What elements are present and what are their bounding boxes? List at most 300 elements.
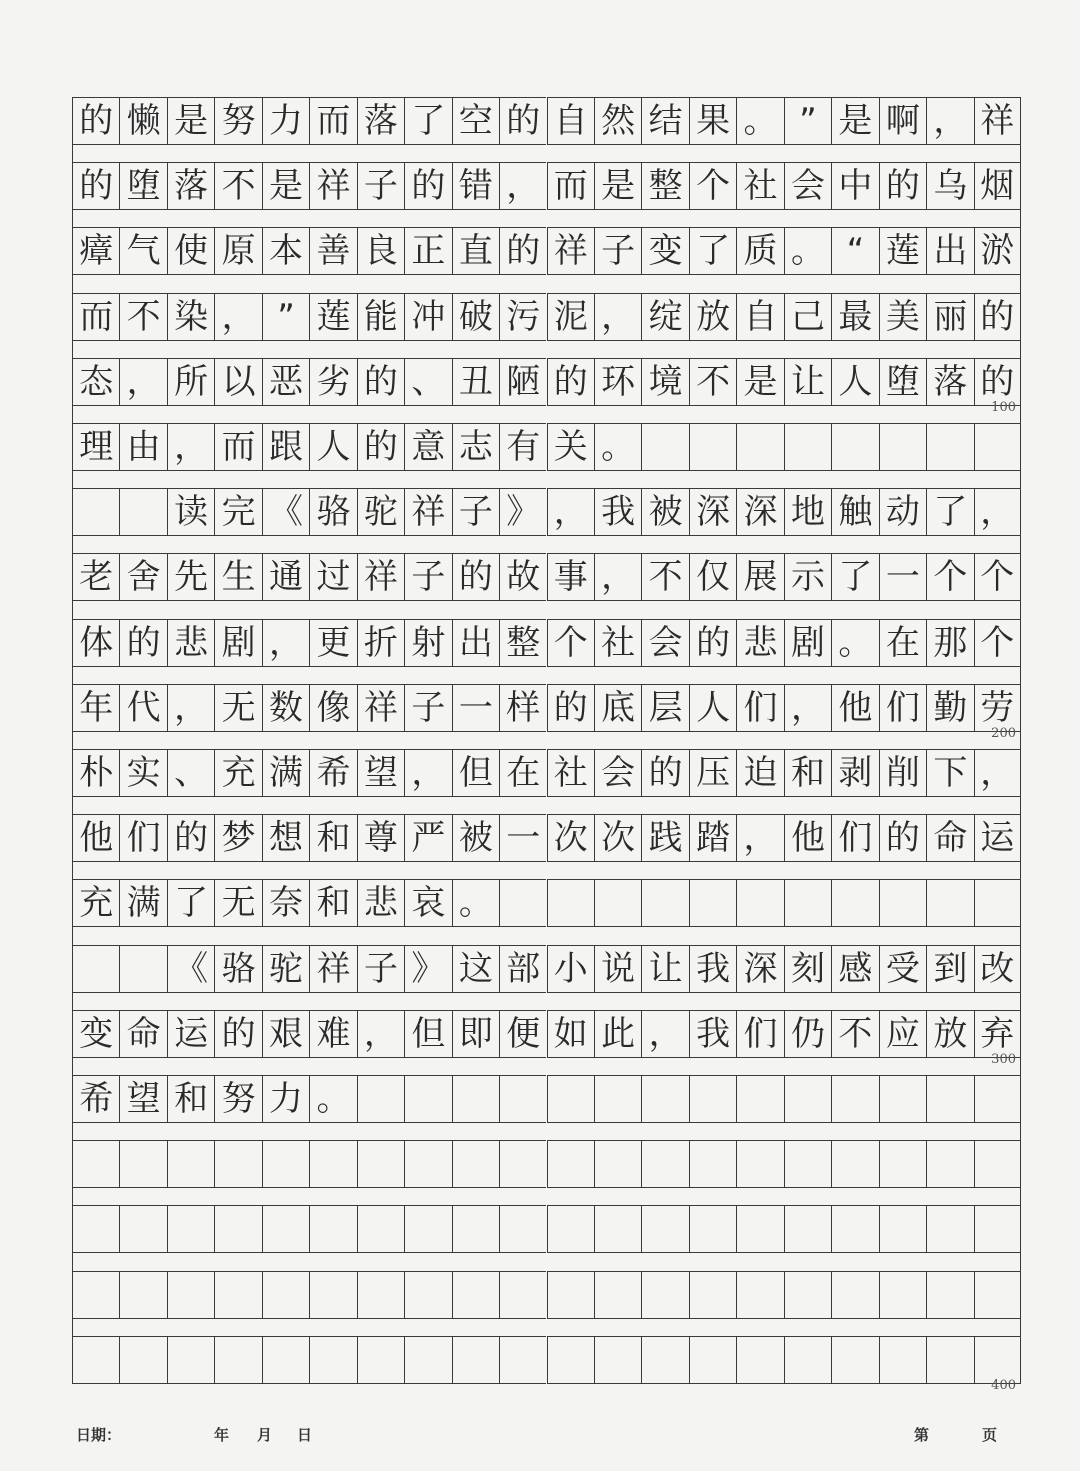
grid-cell — [357, 619, 404, 667]
grid-row — [72, 619, 1021, 667]
grid-cell — [831, 1140, 878, 1188]
handwritten-char: 善 — [316, 231, 351, 272]
handwritten-char: 破 — [458, 296, 493, 337]
grid-cell — [214, 358, 261, 406]
grid-cell — [641, 293, 688, 341]
grid-cell — [452, 1205, 499, 1253]
handwritten-char: 剧 — [221, 622, 256, 663]
row-gap — [72, 601, 1021, 618]
grid-cell — [72, 1075, 119, 1123]
grid-cell — [689, 945, 736, 993]
grid-row — [72, 749, 1021, 797]
handwritten-char: 仅 — [696, 557, 731, 598]
grid-cell — [689, 553, 736, 601]
grid-cell — [594, 814, 641, 862]
grid-cell — [547, 879, 594, 927]
grid-cell — [974, 227, 1021, 275]
handwritten-char: 希 — [79, 1079, 114, 1119]
handwritten-char: 》 — [506, 492, 541, 533]
grid-cell — [831, 488, 878, 536]
handwritten-char: 我 — [696, 948, 731, 989]
handwritten-char: ， — [126, 361, 161, 402]
handwritten-char: 此 — [601, 1013, 636, 1054]
grid-cell — [262, 162, 309, 210]
grid-cell — [167, 293, 214, 341]
handwritten-char: 自 — [553, 101, 588, 141]
handwritten-char: 的 — [885, 818, 920, 859]
grid-cell — [879, 879, 926, 927]
grid-cell — [641, 1140, 688, 1188]
grid-cell — [831, 1075, 878, 1123]
grid-cell — [72, 488, 119, 536]
grid-cell — [926, 619, 973, 667]
handwritten-char: 底 — [601, 687, 636, 728]
handwritten-char: 社 — [743, 166, 778, 207]
grid-cell — [547, 1010, 594, 1058]
grid-cell — [547, 814, 594, 862]
handwritten-char: ” — [277, 296, 295, 337]
row-gap — [72, 210, 1021, 227]
grid-cell — [926, 879, 973, 927]
grid-cell — [689, 1336, 736, 1384]
grid-cell — [262, 553, 309, 601]
handwritten-char: 弃 — [980, 1013, 1015, 1054]
grid-cell — [72, 293, 119, 341]
handwritten-char: 和 — [316, 818, 351, 859]
handwritten-char: 环 — [601, 361, 636, 402]
handwritten-char: 子 — [458, 492, 493, 533]
grid-cell — [689, 684, 736, 732]
grid-cell — [452, 814, 499, 862]
grid-cell — [499, 1010, 546, 1058]
handwritten-char: 悲 — [743, 622, 778, 663]
grid-cell — [119, 1010, 166, 1058]
handwritten-char: 过 — [316, 557, 351, 598]
grid-cell — [831, 423, 878, 471]
grid-cell — [594, 358, 641, 406]
grid-cell — [404, 619, 451, 667]
handwritten-char: 会 — [648, 622, 683, 663]
grid-cell — [594, 162, 641, 210]
grid-cell — [641, 358, 688, 406]
grid-cell — [641, 423, 688, 471]
grid-cell — [831, 749, 878, 797]
handwritten-char: 社 — [601, 622, 636, 663]
grid-cell — [879, 684, 926, 732]
grid-cell — [547, 684, 594, 732]
handwritten-char: 的 — [458, 557, 493, 598]
grid-cell — [214, 749, 261, 797]
grid-cell — [357, 1075, 404, 1123]
grid-cell — [357, 97, 404, 145]
grid-cell — [404, 814, 451, 862]
handwritten-char: 莲 — [316, 296, 351, 337]
grid-cell — [689, 1010, 736, 1058]
handwritten-char: 的 — [980, 296, 1015, 337]
handwritten-char: 个 — [553, 622, 588, 663]
grid-cell — [974, 879, 1021, 927]
grid-cell — [404, 1205, 451, 1253]
handwritten-char: ， — [269, 622, 304, 663]
handwritten-char: 、 — [174, 753, 209, 793]
grid-cell — [879, 1075, 926, 1123]
grid-cell — [309, 358, 356, 406]
grid-cell — [594, 879, 641, 927]
row-gap — [72, 1188, 1021, 1205]
grid-cell — [736, 1010, 783, 1058]
grid-cell — [784, 162, 831, 210]
grid-cell — [736, 1205, 783, 1253]
grid-cell — [974, 945, 1021, 993]
handwritten-char: 本 — [269, 231, 304, 272]
handwritten-char: 剥 — [838, 753, 873, 793]
handwritten-char: 无 — [221, 687, 256, 728]
handwritten-char: 所 — [174, 361, 209, 402]
grid-cell — [119, 293, 166, 341]
grid-cell — [831, 553, 878, 601]
grid-cell — [404, 684, 451, 732]
grid-cell — [689, 227, 736, 275]
handwritten-char: ， — [221, 296, 256, 337]
handwritten-char: 。 — [790, 231, 825, 272]
grid-cell — [119, 553, 166, 601]
handwritten-char: 直 — [458, 231, 493, 272]
grid-cell — [594, 749, 641, 797]
handwritten-char: 境 — [648, 361, 683, 402]
grid-row — [72, 227, 1021, 275]
handwritten-char: 的 — [79, 101, 114, 141]
grid-cell — [309, 1075, 356, 1123]
handwritten-char: ， — [601, 557, 636, 598]
page-suffix-label: 页 — [982, 1426, 998, 1444]
handwritten-char: 《 — [174, 948, 209, 989]
grid-cell — [72, 358, 119, 406]
grid-cell — [547, 488, 594, 536]
handwritten-char: 个 — [696, 166, 731, 207]
grid-cell — [119, 879, 166, 927]
handwritten-char: 让 — [648, 948, 683, 989]
handwritten-char: 懒 — [126, 101, 161, 141]
grid-cell — [452, 162, 499, 210]
grid-row — [72, 553, 1021, 601]
grid-cell — [974, 749, 1021, 797]
handwritten-char: 祥 — [980, 101, 1015, 141]
handwritten-char: 最 — [838, 296, 873, 337]
handwritten-char: 动 — [885, 492, 920, 533]
grid-row — [72, 1140, 1021, 1188]
grid-cell — [214, 879, 261, 927]
handwritten-char: 是 — [743, 361, 778, 402]
handwritten-char: 会 — [601, 753, 636, 793]
grid-cell — [309, 749, 356, 797]
grid-row — [72, 97, 1021, 145]
handwritten-char: 艰 — [269, 1013, 304, 1054]
handwritten-char: 空 — [458, 101, 493, 141]
grid-cell — [926, 293, 973, 341]
grid-cell — [214, 162, 261, 210]
grid-cell — [641, 1075, 688, 1123]
grid-cell — [404, 1271, 451, 1319]
handwritten-char: 不 — [126, 296, 161, 337]
word-count-marker: 100 — [991, 399, 1016, 415]
handwritten-char: 我 — [696, 1013, 731, 1054]
grid-cell — [926, 945, 973, 993]
handwritten-char: 故 — [506, 557, 541, 598]
grid-cell — [926, 1271, 973, 1319]
handwritten-char: 在 — [506, 753, 541, 793]
grid-cell — [547, 945, 594, 993]
handwritten-char: 勤 — [933, 687, 968, 728]
grid-cell — [926, 684, 973, 732]
row-gap — [72, 993, 1021, 1010]
word-count-marker: 400 — [991, 1377, 1016, 1393]
handwritten-char: 射 — [411, 622, 446, 663]
grid-cell — [452, 684, 499, 732]
handwritten-char: 能 — [363, 296, 398, 337]
handwritten-char: 而 — [553, 166, 588, 207]
grid-cell — [499, 945, 546, 993]
handwritten-char: 我 — [601, 492, 636, 533]
grid-cell — [784, 97, 831, 145]
handwritten-char: “ — [846, 231, 865, 272]
handwritten-char: 落 — [363, 101, 398, 141]
grid-cell — [452, 749, 499, 797]
grid-cell — [309, 1140, 356, 1188]
handwritten-char: 染 — [174, 296, 209, 337]
handwritten-char: 有 — [506, 427, 541, 467]
grid-cell — [357, 749, 404, 797]
handwritten-char: 的 — [980, 361, 1015, 402]
grid-cell — [357, 1205, 404, 1253]
grid-row — [72, 1010, 1021, 1058]
handwritten-char: 《 — [269, 492, 304, 533]
grid-cell — [499, 97, 546, 145]
handwritten-char: 堕 — [885, 361, 920, 402]
grid-cell — [879, 358, 926, 406]
handwritten-char: 莲 — [885, 231, 920, 272]
grid-cell — [214, 1271, 261, 1319]
grid-cell — [72, 1271, 119, 1319]
grid-cell — [167, 814, 214, 862]
handwritten-char: 梦 — [221, 818, 256, 859]
grid-cell — [879, 814, 926, 862]
handwritten-char: 压 — [696, 753, 731, 793]
handwritten-char: 落 — [174, 166, 209, 207]
grid-cell — [879, 1271, 926, 1319]
handwritten-char: 的 — [174, 818, 209, 859]
handwritten-char: 望 — [126, 1079, 161, 1119]
handwritten-char: 跟 — [269, 427, 304, 467]
handwritten-char: 。 — [316, 1079, 351, 1119]
handwritten-char: 个 — [980, 557, 1015, 598]
grid-cell — [689, 488, 736, 536]
handwritten-char: 是 — [174, 101, 209, 141]
grid-cell — [547, 227, 594, 275]
grid-cell — [547, 749, 594, 797]
grid-cell — [404, 1010, 451, 1058]
word-count-marker: 200 — [991, 725, 1016, 741]
grid-cell — [641, 97, 688, 145]
grid-cell — [262, 1336, 309, 1384]
grid-cell — [357, 553, 404, 601]
grid-cell — [736, 1075, 783, 1123]
grid-cell — [641, 619, 688, 667]
grid-cell — [499, 619, 546, 667]
grid-cell — [594, 619, 641, 667]
grid-cell — [262, 1140, 309, 1188]
handwritten-char: 踏 — [696, 818, 731, 859]
handwritten-char: ， — [601, 296, 636, 337]
grid-row — [72, 879, 1021, 927]
handwritten-char: 而 — [221, 427, 256, 467]
handwritten-char: ， — [648, 1013, 683, 1054]
grid-cell — [499, 1140, 546, 1188]
grid-cell — [974, 1010, 1021, 1058]
handwritten-char: 社 — [553, 753, 588, 793]
handwritten-char: 在 — [885, 622, 920, 663]
grid-row — [72, 358, 1021, 406]
grid-cell — [404, 1140, 451, 1188]
grid-cell — [784, 358, 831, 406]
year-label: 年 — [214, 1426, 230, 1444]
handwritten-char: 污 — [506, 296, 541, 337]
row-gap — [72, 536, 1021, 553]
grid-cell — [452, 1271, 499, 1319]
handwritten-char: 他 — [790, 818, 825, 859]
handwritten-char: 一 — [458, 687, 493, 728]
grid-row — [72, 814, 1021, 862]
grid-cell — [974, 293, 1021, 341]
handwritten-char: 但 — [458, 753, 493, 793]
grid-cell — [499, 1075, 546, 1123]
grid-cell — [357, 814, 404, 862]
grid-cell — [404, 1336, 451, 1384]
grid-cell — [974, 488, 1021, 536]
handwritten-char: 悲 — [174, 622, 209, 663]
grid-cell — [404, 293, 451, 341]
row-gap — [72, 1058, 1021, 1075]
row-gap — [72, 797, 1021, 814]
handwritten-char: 子 — [363, 166, 398, 207]
handwritten-char: 而 — [79, 296, 114, 337]
grid-cell — [784, 227, 831, 275]
grid-cell — [167, 1271, 214, 1319]
handwritten-char: 即 — [458, 1013, 493, 1054]
handwritten-char: 乌 — [933, 166, 968, 207]
handwritten-char: 削 — [885, 753, 920, 793]
grid-cell — [357, 879, 404, 927]
grid-cell — [784, 423, 831, 471]
grid-cell — [926, 1336, 973, 1384]
handwritten-char: 层 — [648, 687, 683, 728]
page-prefix-label: 第 — [914, 1426, 930, 1444]
grid-cell — [452, 1140, 499, 1188]
grid-cell — [167, 879, 214, 927]
grid-cell — [974, 684, 1021, 732]
grid-cell — [262, 879, 309, 927]
grid-cell — [926, 488, 973, 536]
grid-cell — [119, 1271, 166, 1319]
handwritten-char: 错 — [458, 166, 493, 207]
grid-cell — [167, 553, 214, 601]
grid-cell — [167, 488, 214, 536]
grid-cell — [119, 162, 166, 210]
grid-cell — [357, 227, 404, 275]
grid-cell — [262, 1205, 309, 1253]
grid-cell — [167, 1205, 214, 1253]
grid-row — [72, 293, 1021, 341]
handwritten-char: 迫 — [743, 753, 778, 793]
grid-cell — [309, 97, 356, 145]
grid-cell — [452, 1336, 499, 1384]
handwritten-char: 祥 — [316, 166, 351, 207]
grid-cell — [689, 293, 736, 341]
handwritten-char: 祥 — [411, 492, 446, 533]
grid-cell — [784, 945, 831, 993]
handwritten-char: 。 — [601, 427, 636, 467]
handwritten-char: 们 — [743, 687, 778, 728]
handwritten-char: 悲 — [363, 883, 398, 924]
handwritten-char: 了 — [838, 557, 873, 598]
grid-cell — [357, 1336, 404, 1384]
grid-cell — [879, 619, 926, 667]
handwritten-char: 劣 — [316, 361, 351, 402]
row-gap — [72, 145, 1021, 162]
handwritten-char: 应 — [885, 1013, 920, 1054]
grid-cell — [404, 945, 451, 993]
handwritten-char: 结 — [648, 101, 683, 141]
grid-cell — [879, 1336, 926, 1384]
grid-cell — [119, 358, 166, 406]
handwritten-char: 烟 — [980, 166, 1015, 207]
grid-cell — [689, 97, 736, 145]
handwritten-char: 不 — [648, 557, 683, 598]
handwritten-char: 气 — [126, 231, 161, 272]
grid-cell — [974, 1271, 1021, 1319]
handwritten-char: 不 — [696, 361, 731, 402]
grid-cell — [214, 97, 261, 145]
grid-cell — [879, 945, 926, 993]
grid-cell — [831, 1336, 878, 1384]
grid-cell — [214, 1336, 261, 1384]
grid-cell — [309, 1271, 356, 1319]
grid-cell — [309, 879, 356, 927]
grid-cell — [594, 227, 641, 275]
grid-cell — [167, 358, 214, 406]
handwritten-char: 不 — [221, 166, 256, 207]
grid-cell — [547, 553, 594, 601]
grid-cell — [879, 97, 926, 145]
grid-cell — [831, 684, 878, 732]
grid-cell — [784, 1075, 831, 1123]
grid-cell — [736, 879, 783, 927]
grid-cell — [594, 1271, 641, 1319]
grid-cell — [499, 293, 546, 341]
grid-cell — [974, 97, 1021, 145]
handwritten-char: 子 — [363, 948, 398, 989]
grid-cell — [831, 945, 878, 993]
handwritten-char: 命 — [126, 1013, 161, 1054]
grid-cell — [167, 1075, 214, 1123]
grid-cell — [784, 814, 831, 862]
grid-cell — [72, 684, 119, 732]
handwritten-char: 。 — [743, 101, 778, 141]
grid-cell — [262, 227, 309, 275]
handwritten-char: 了 — [174, 883, 209, 924]
grid-cell — [357, 1010, 404, 1058]
grid-cell — [357, 423, 404, 471]
handwritten-char: 们 — [885, 687, 920, 728]
